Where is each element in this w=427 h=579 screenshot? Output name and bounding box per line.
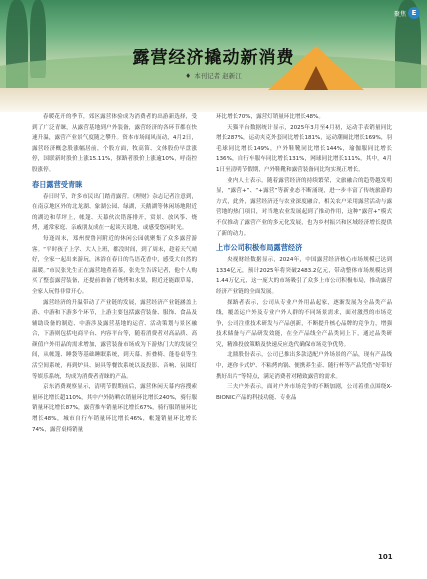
paragraph: 北鼎股份表示，公司已推出多款适配户外场景的产品，现有产品线中，逐你卡式炉、不粘烤肉锅、便携养生壶、随行杯等产品凭借“好带好携好出片”等特点，满足消费者对精致露营的需求。 — [216, 352, 392, 380]
left-column — [32, 112, 197, 435]
paragraph: 每逢周末，郑州贾鲁河附近的休闲公园就聚集了众多露营游客。“平时孩子上学、大人上班，都没时间，到了周末，趁着天气晴好，全家一起出来游玩，沐浴在春日的鸟语花香中，感受大自然的温暖。”市民张先生正在露营地煮着茶，张先生告诉记者，他个人购买了整套露营装备，还提前准备了烧烤和水果，附近还能跟草莓，全家人玩得非常开心。 — [32, 235, 197, 295]
paragraph: 春暖花开的季节，郊区露营体验成为消费者的出游新选择，受到了广泛青睐，从露营基地到户外装备，露营经济的各环节都在快速升温，露营产业景气度随之攀升。资本市场闻风而动，4月2日，露营经济概念股涨幅居前，个股方面，牧高笛、文体股份早盘涨停，国联新时股价上涨15.11%，探路者股价上涨逾10%，呼南控股涨停。 — [32, 114, 197, 173]
section-label: 聚焦 — [393, 10, 406, 18]
paragraph-continued: 环比增长70%，露营灯销量环比增长48%。 — [216, 114, 324, 120]
paragraph: 业内人士表示，随着露营经济的持续繁荣，文旅融合的趋势越发明显，“露营+”、“+露营”等新业态不断涌现，进一步丰富了传统旅游的方式，此外，露营经济还与农业深度融合，相关农户采用露营活动与露营地的热门项目，对当地农业发展起到了推动作用，这种“露营+”模式不仅推动了露营产业的多元化发展，也为乡村振兴和区域经济增长提供了新的动力。 — [216, 177, 392, 237]
byline-text: 本刊记者 赵新江 — [194, 72, 242, 80]
section-logo-icon: E — [408, 7, 420, 19]
paragraph: 天猫平台数据统计显示，2025年3月至4月初，运动手表销量同比增长287%，运动夹克外套同比增长181%，运动潮阔比增长169%，羽毛球同比增长149%，户外鞋靴同比增长144%，瑜伽服同比增长136%，自行车服车同比增长131%，网球同比增长111%，其中，4月1日至清明节假期，户外鞋靴和露营装备同比均实现正增长。 — [216, 124, 392, 173]
right-column — [216, 112, 392, 403]
section-heading: 上市公司积极布局露营经济 — [216, 243, 303, 253]
byline — [0, 71, 427, 80]
paragraph: 探路者表示，公司从专业户外用品起家，逐渐发展为全品类产品线，覆盖运户外及专业户外人群的不同场景需求，面对激烈的市场竞争，公司注重技术研发与产品创新，不断提升核心品牌的竞争力，增强技术储备与产品研发效能，在全产品线全产品类同上下，通过品类研究，精准投放策略及快速反应迭代确保市场竞争优势。 — [216, 299, 392, 348]
paragraph: 春日时节，许多市民出门踏青露营。《理财》杂志记者注意到，在南京地区外的北龙湖、象湖公园、绿湖，天鹅湖等休闲场地附近的湖边和草坪上，帐篷、天幕伙次错落排开，赏景、放风筝、烧烤，通常家庭、亲戚朋友成在一起谈天说地，或感受悠闲时光。 — [32, 193, 197, 232]
paragraph: 露营经济的升温带动了产业链的发展，露营经济产业链涵盖上游、中游和下游多个环节，上游主要包括露营装备、服饰、食品及辅助设备的制造、中游涉及露营基地的运营、活动策划与景区融合，下游则包括电商平台、内容平台等，随着消费者对高品质、高颜值户外用品的需求增加，露营装备市场成为下游热门大的发展空间，从帐篷、睡袋等基础睡眠系统，到天幕、折叠椅、蓬卷桌等生活空间系统，再到炉具、厨具等餐饮系统以及投影、音响、氛围灯等娱乐系统，均成为消费者青睐的产品。 — [32, 299, 197, 380]
byline-diamond-icon: ♦ — [185, 72, 192, 80]
article-title: 露营经济撬动新消费 — [132, 48, 295, 68]
paragraph: 京东消费观察显示，清明节假期前后，露营休闲天幕内容搜索量环比增长超110%，其中户外防晒衣销量环比增长240%，骑行服销量环比增长87%，露营推车销量环比增长67%，骑行服销量环比增长48%，城市自行车销量环比增长46%，帐篷销量环比增长74%，露营桌椅销量 — [32, 384, 197, 433]
page-number: 101 — [378, 553, 393, 561]
section-heading: 春日露营受青睐 — [32, 179, 83, 189]
paragraph: 三夫户外表示，面对户外市场竞争的不断加剧，公司着重点围绕X-BIONIC产品的科技功能、专业品 — [216, 384, 392, 401]
section-badge — [376, 6, 420, 20]
banner-ground — [0, 88, 427, 112]
paragraph: 央视财经数据显示，2024年，中国露营经济核心市场规模已达到1334亿元，预计2025年将突破2483.2亿元，带动整体市场规模达到1.44万亿元，这一庞大的市场吸引了众多上市公司积极布局，推动露营经济产业链的全面发展。 — [216, 257, 392, 295]
